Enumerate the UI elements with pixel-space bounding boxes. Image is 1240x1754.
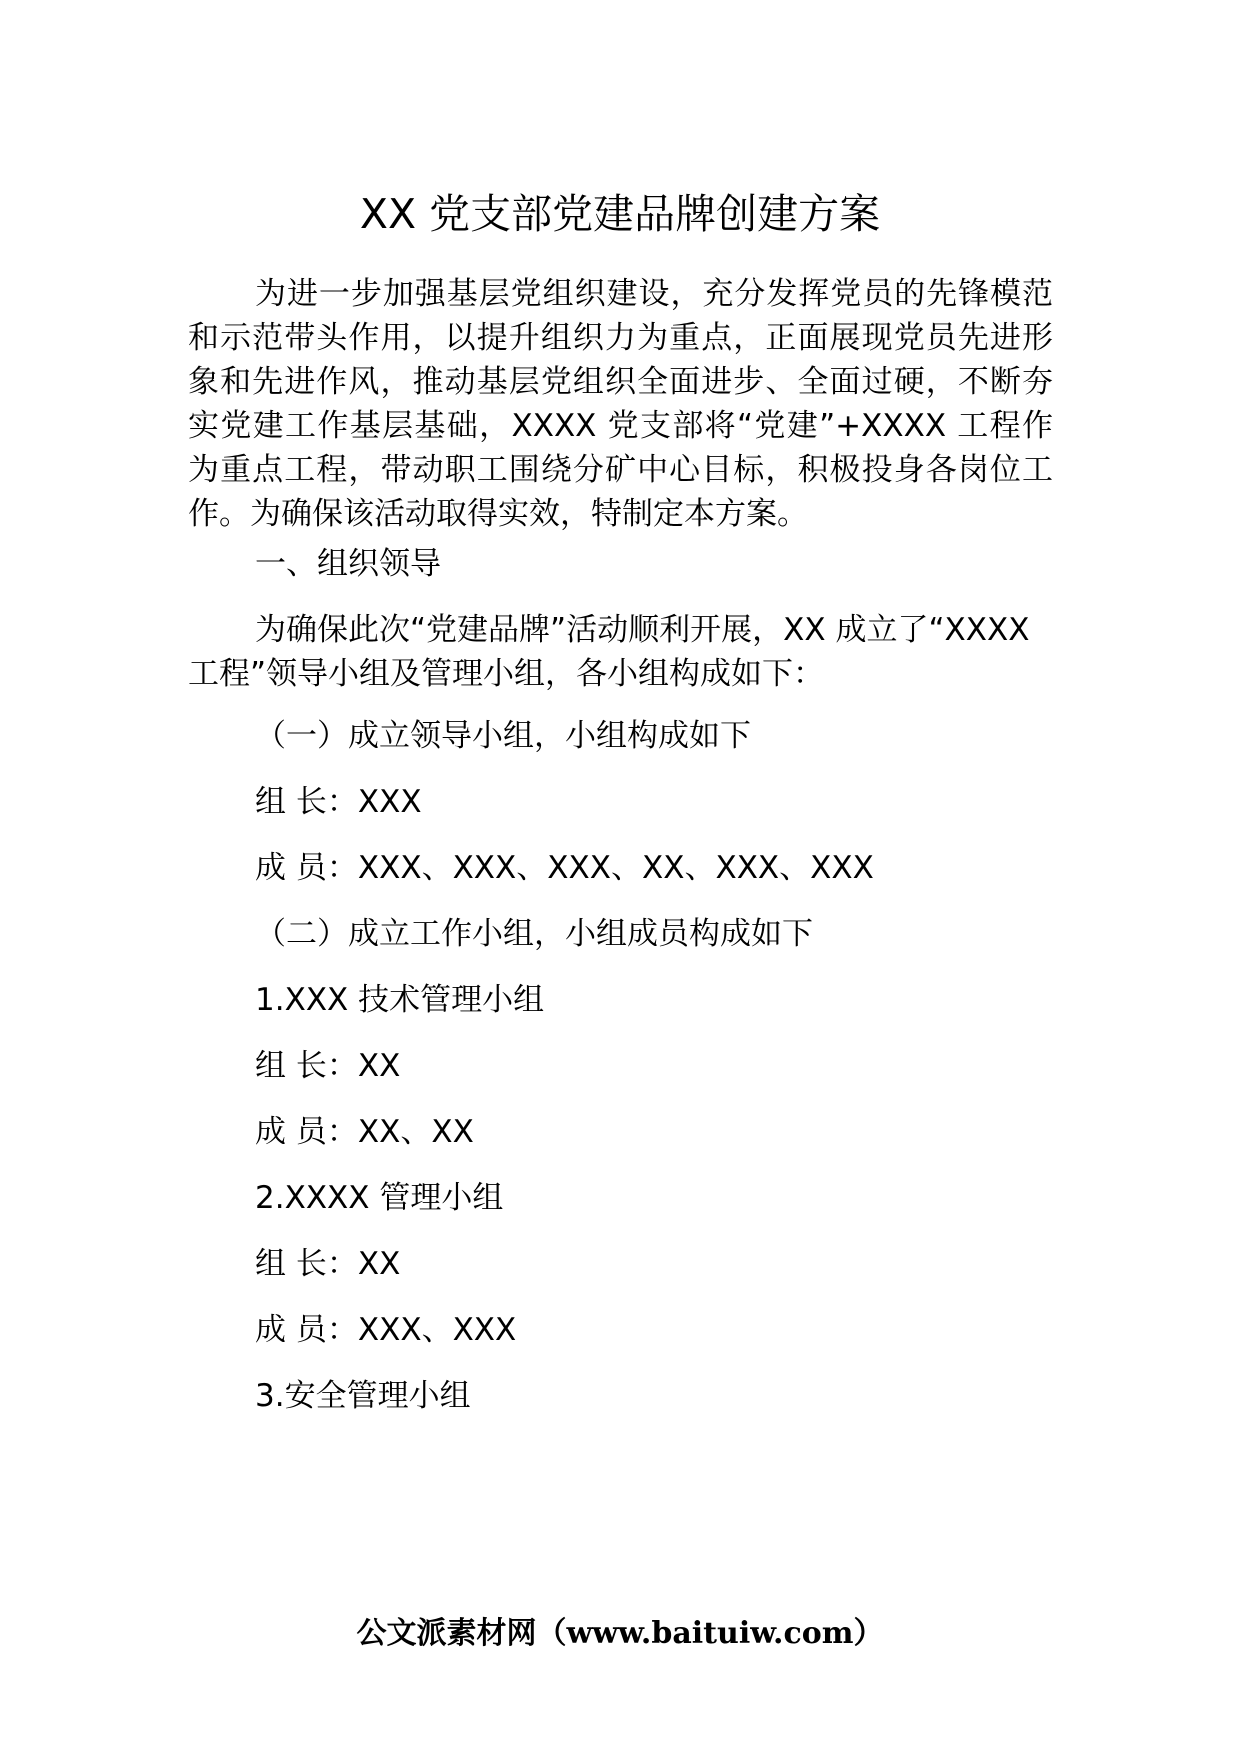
group-1-name: 1.XXX 技术管理小组 [255, 982, 545, 1018]
group-1-members: 成 员：XX、XX [255, 1114, 474, 1150]
group-2-name: 2.XXXX 管理小组 [255, 1180, 504, 1216]
group-3-name: 3.安全管理小组 [255, 1378, 471, 1414]
subsection-heading-working-groups: （二）成立工作小组，小组成员构成如下 [255, 916, 813, 952]
intro-paragraph: 为进一步加强基层党组织建设，充分发挥党员的先锋模范和示范带头作用，以提升组织力为重点，正面展现党员先进形象和先进作风，推动基层党组织全面进步、全面过硬，不断夯实党建工作基层基础，XXXX 党支部将“党建”+XXXX 工程作为重点工程，带动职工围绕分矿中心目标，积极投身各岗位工作。为确保该活动取得实效，特制定本方案。 [188, 276, 1053, 532]
group-1-leader: 组 长：XX [255, 1048, 401, 1084]
group-2-leader: 组 长：XX [255, 1246, 401, 1282]
subsection-heading-leadership: （一）成立领导小组，小组构成如下 [255, 718, 751, 754]
section-heading-organization: 一、组织领导 [255, 546, 441, 582]
leadership-members: 成 员：XXX、XXX、XXX、XX、XXX、XXX [255, 850, 874, 886]
document-title: XX 党支部党建品牌创建方案 [359, 190, 881, 238]
group-2-members: 成 员：XXX、XXX [255, 1312, 517, 1348]
leadership-leader: 组 长：XXX [255, 784, 422, 820]
section-paragraph-organization: 为确保此次“党建品牌”活动顺利开展，XX 成立了“XXXX 工程”领导小组及管理小组，各小组构成如下： [188, 612, 1030, 692]
footer-watermark: 公文派素材网（www.baituiw.com） [356, 1616, 884, 1651]
